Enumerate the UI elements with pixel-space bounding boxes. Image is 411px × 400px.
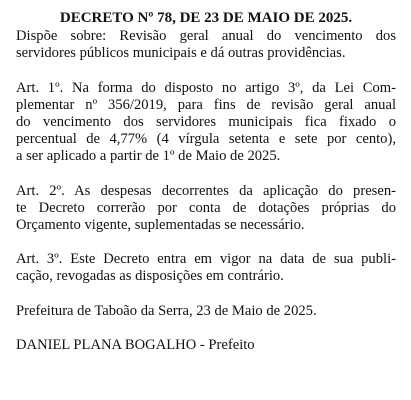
article-1: [16, 80, 396, 166]
article-1-line: percentual de 4,77% (4 vírgula setenta e sete por cento),: [16, 131, 396, 148]
signature: DANIEL PLANA BOGALHO - Prefeito: [16, 336, 255, 353]
summary-line: Dispõe sobre: Revisão geral anual do vencimento dos: [16, 28, 396, 45]
article-1-line: Art. 1º. Na forma do disposto no artigo 3º, da Lei Com-: [16, 79, 396, 96]
article-2-line: te Decreto correrão por conta de dotações próprias do: [16, 199, 396, 216]
summary-line: servidores públicos municipais e dá outras providências.: [16, 45, 346, 62]
decree-document: [16, 10, 396, 354]
decree-summary: [16, 28, 396, 62]
article-2-line: Orçamento vigente, suplementadas se necessário.: [16, 217, 305, 234]
article-1-line: a ser aplicado a partir de 1º de Maio de 2025.: [16, 148, 281, 165]
article-2: [16, 183, 396, 235]
article-2-line: Art. 2º. As despesas decorrentes da aplicação do presen-: [16, 182, 396, 199]
article-3-line: cação, revogadas as disposições em contrário.: [16, 268, 284, 285]
place-date: Prefeitura de Taboão da Serra, 23 de Maio de 2025.: [16, 302, 317, 319]
article-3-line: Art. 3º. Este Decreto entra em vigor na data de sua publi-: [16, 251, 396, 268]
article-3: [16, 251, 396, 285]
decree-title: DECRETO Nº 78, DE 23 DE MAIO DE 2025.: [59, 10, 353, 26]
article-1-line: do vencimento dos servidores municipais fica fixado o: [16, 114, 396, 131]
article-1-line: plementar nº 356/2019, para fins de revisão geral anual: [16, 96, 396, 113]
